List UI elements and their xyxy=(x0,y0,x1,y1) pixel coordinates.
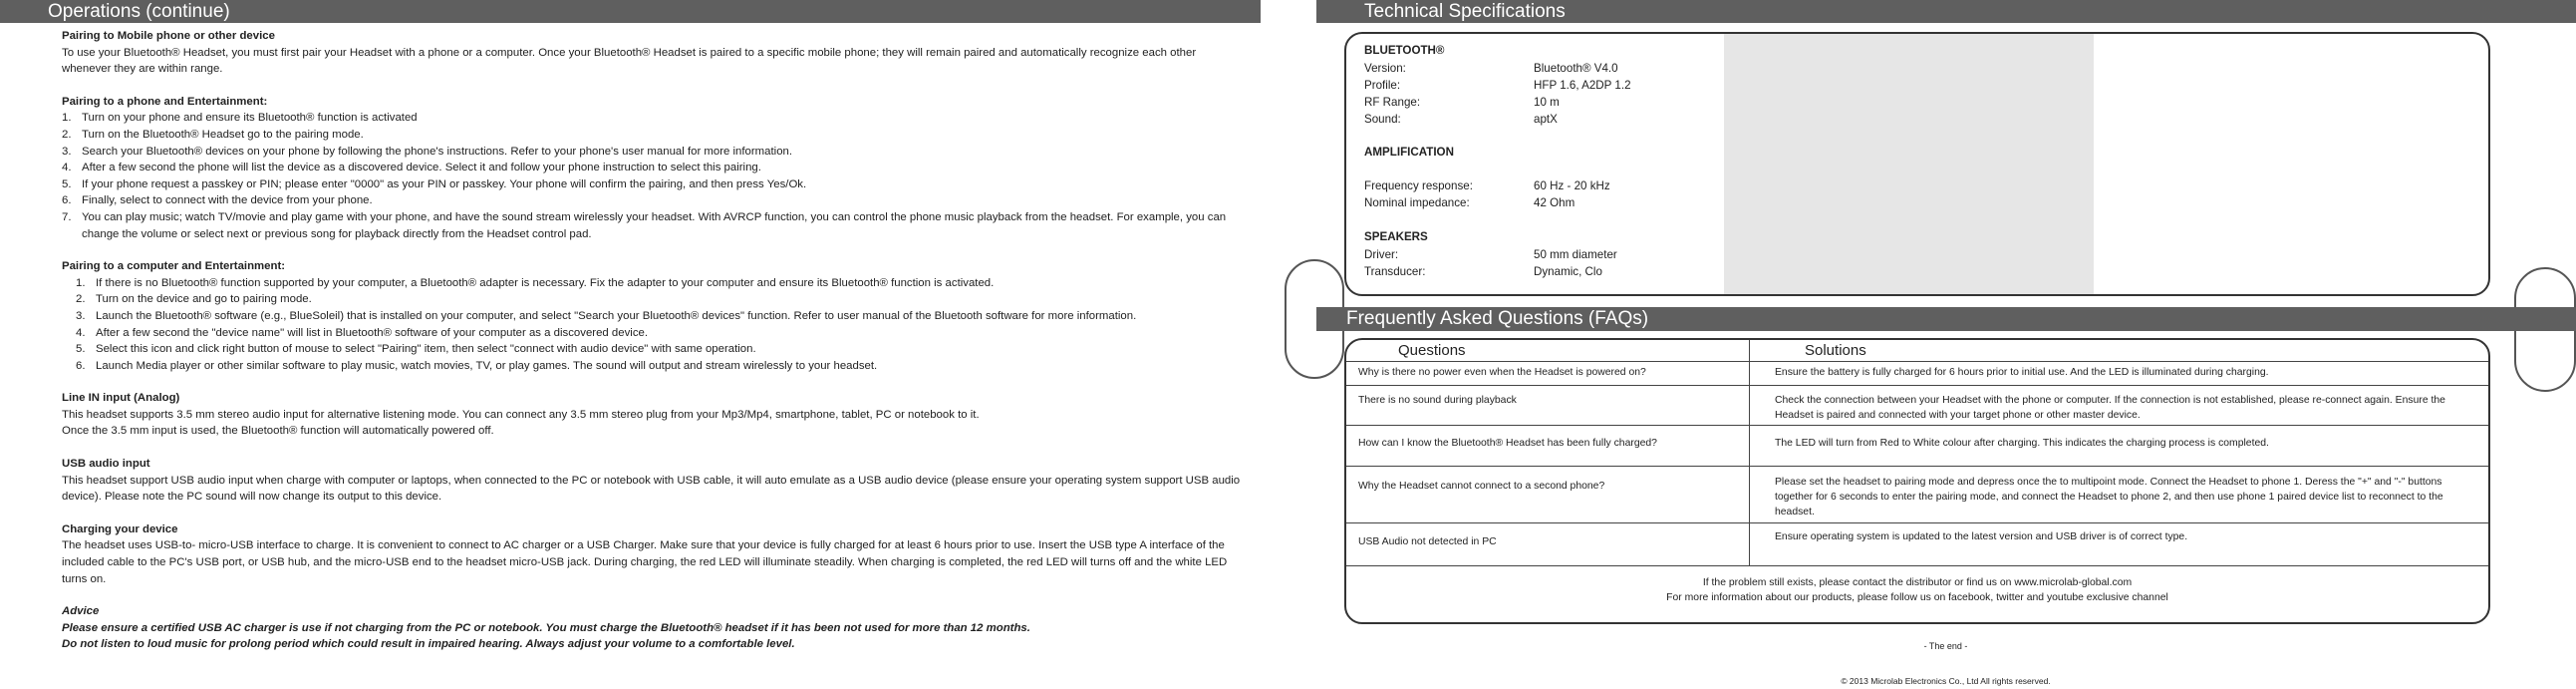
faq-table xyxy=(1344,338,2490,624)
list-item: 3. Search your Bluetooth® devices on your phone by following the phone's instructions. Refer to your phone's user manual for more information. xyxy=(62,145,793,158)
computer-pairing-title: Pairing to a computer and Entertainment: xyxy=(62,260,286,273)
charging-text: The headset uses USB-to- micro-USB interface to charge. It is convenient to connect to AC charger or a USB Charger. Make sure that your device is fully charged for at least 6 hours prior to use. Insert the USB type A interface of the included cable to the PC's USB port, or USB hub, and the micro-USB end to the headset micro-USB jack. During charging, the red LED will illuminate steadily. When charging is completed, the red LED will turns off and the white LED turns on. xyxy=(62,539,1228,585)
faq-question: Why the Headset cannot connect to a second phone? xyxy=(1358,481,1605,492)
faq-divider xyxy=(1346,361,2488,362)
spec-row: Transducer: Dynamic, Clo xyxy=(1364,265,1602,278)
list-item: 6. Finally, select to connect with the device from your phone. xyxy=(62,194,373,207)
faq-questions-header: Questions xyxy=(1398,342,1466,359)
faq-answer: Ensure operating system is updated to the latest version and USB driver is of correct type. xyxy=(1775,531,2188,542)
usb-audio-title: USB audio input xyxy=(62,458,150,471)
spec-row: RF Range: 10 m xyxy=(1364,96,1560,109)
end-marker: - The end - xyxy=(1923,641,1968,651)
mobile-pairing-title: Pairing to Mobile phone or other device xyxy=(62,30,275,42)
list-item: 5. Select this icon and click right button of mouse to select "Pairing" item, then select "connect with audio device" with same operation. xyxy=(76,343,756,356)
faq-solutions-header: Solutions xyxy=(1805,342,1866,359)
list-item: 7. You can play music; watch TV/movie and play game with your phone, and have the sound stream wirelessly your headset. With AVRCP function, you can control the phone music playback from the headset. For example, you can change the volume or select next or previous song for playback directly from the Headset control pad. xyxy=(62,210,1227,240)
faq-question: USB Audio not detected in PC xyxy=(1358,536,1497,547)
operations-header: Operations (continue) xyxy=(0,0,1261,23)
line-in-text-1: This headset supports 3.5 mm stereo audio input for alternative listening mode. You can connect any 3.5 mm stereo plug from your Mp3/Mp4, smartphone, tablet, PC or notebook to it. xyxy=(62,408,980,421)
tech-specs-box xyxy=(1344,32,2490,296)
list-item: 3. Launch the Bluetooth® software (e.g., BlueSoleil) that is installed on your computer, and select "Search your Bluetooth® devices" function. Refer to user manual of the Bluetooth software for more information. xyxy=(76,309,1137,322)
faq-footer-social: For more information about our products, please follow us on facebook, twitter and youtube exclusive channel xyxy=(1666,592,2168,603)
operations-content xyxy=(62,28,1243,653)
spec-bluetooth-title: BLUETOOTH® xyxy=(1364,44,1445,57)
usb-audio-text: This headset support USB audio input when charge with computer or laptops, when connected to the PC or notebook with USB cable, it will auto emulate as a USB audio device (please ensure your operating system support USB audio device). Please note the PC sound will now change its output to this device. xyxy=(62,474,1241,504)
faq-answer: Please set the headset to pairing mode and depress once the to multipoint mode. Connect the Headset to phone 1. Deress the "+" and "-" buttons together for 6 seconds to enter the pairing mode, and connect the Headset to phone 2, and then use phone 1 paired device list to reconnect to the headset. xyxy=(1775,477,2443,517)
charging-title: Charging your device xyxy=(62,522,178,535)
spec-row: Frequency response: 60 Hz - 20 kHz xyxy=(1364,179,1610,192)
mobile-pairing-text: To use your Bluetooth® Headset, you must first pair your Headset with a phone or a computer. Once your Bluetooth® Headset is paired to a specific mobile phone; they will remain paired and automatically recognize each other whenever they are within range. xyxy=(62,46,1197,76)
list-item: 5. If your phone request a passkey or PIN; please enter "0000" as your PIN or passkey. Your phone will confirm the pairing, and then press Yes/Ok. xyxy=(62,177,807,190)
spec-highlight-column xyxy=(1724,34,2094,294)
computer-pairing-steps xyxy=(62,275,1243,375)
faq-divider xyxy=(1346,385,2488,386)
faq-footer-contact: If the problem still exists, please contact the distributor or find us on www.microlab-global.com xyxy=(1702,577,2133,588)
list-item: 4. After a few second the "device name" will list in Bluetooth® software of your computer as a discovered device. xyxy=(76,326,649,339)
advice-text-2: Do not listen to loud music for prolong period which could result in impaired hearing. Always adjust your volume to a comfortable level. xyxy=(62,638,795,651)
faq-divider xyxy=(1346,466,2488,467)
line-in-title: Line IN input (Analog) xyxy=(62,392,180,405)
list-item: 1. If there is no Bluetooth® function supported by your computer, a Bluetooth® adapter is necessary. Fix the adapter to your computer and ensure its Bluetooth® function is activated. xyxy=(76,276,995,289)
faq-answer: Check the connection between your Headset with the phone or computer. If the connection is not established, please re-connect again. Ensure the Headset is paired and connected with your target phone or other master device. xyxy=(1775,395,2445,421)
faq-header: Frequently Asked Questions (FAQs) xyxy=(1316,307,2576,331)
spec-row: Sound: aptX xyxy=(1364,113,1558,126)
spec-amplification-title: AMPLIFICATION xyxy=(1364,146,1454,159)
spec-row: Profile: HFP 1.6, A2DP 1.2 xyxy=(1364,79,1631,92)
line-in-text-2: Once the 3.5 mm input is used, the Bluetooth® function will automatically powered off. xyxy=(62,425,494,438)
faq-answer: The LED will turn from Red to White colour after charging. This indicates the charging process is completed. xyxy=(1775,438,2269,449)
list-item: 4. After a few second the phone will list the device as a discovered device. Select it and follow your phone instruction to select this pairing. xyxy=(62,162,761,174)
faq-question: How can I know the Bluetooth® Headset has been fully charged? xyxy=(1358,438,1657,449)
faq-answer: Ensure the battery is fully charged for 6 hours prior to initial use. And the LED is illuminated during charging. xyxy=(1775,367,2269,378)
faq-question: Why is there no power even when the Headset is powered on? xyxy=(1358,367,1646,378)
faq-divider xyxy=(1346,522,2488,523)
tech-specs-header: Technical Specifications xyxy=(1316,0,2576,23)
phone-pairing-steps xyxy=(62,110,1243,242)
list-item: 1. Turn on your phone and ensure its Bluetooth® function is activated xyxy=(62,112,418,125)
phone-pairing-title: Pairing to a phone and Entertainment: xyxy=(62,95,268,108)
list-item: 2. Turn on the device and go to pairing mode. xyxy=(76,293,312,306)
spec-row: Version: Bluetooth® V4.0 xyxy=(1364,62,1618,75)
faq-question: There is no sound during playback xyxy=(1358,395,1517,406)
faq-footer xyxy=(1346,575,2488,605)
faq-divider xyxy=(1346,425,2488,426)
list-item: 6. Launch Media player or other similar software to play music, watch movies, TV, or play games. The sound will output and stream wirelessly to your headset. xyxy=(76,359,878,372)
faq-column-divider xyxy=(1749,340,1750,565)
copyright: © 2013 Microlab Electronics Co., Ltd All rights reserved. xyxy=(1841,676,2051,686)
faq-divider xyxy=(1346,565,2488,566)
advice-text-1: Please ensure a certified USB AC charger is use if not charging from the PC or notebook. You must charge the Bluetooth® headset if it has been not used for more than 12 months. xyxy=(62,621,1030,634)
spec-row: Driver: 50 mm diameter xyxy=(1364,248,1617,261)
list-item: 2. Turn on the Bluetooth® Headset go to the pairing mode. xyxy=(62,128,364,141)
advice-title: Advice xyxy=(62,605,100,618)
spec-row: Nominal impedance: 42 Ohm xyxy=(1364,196,1575,209)
spec-speakers-title: SPEAKERS xyxy=(1364,230,1428,243)
